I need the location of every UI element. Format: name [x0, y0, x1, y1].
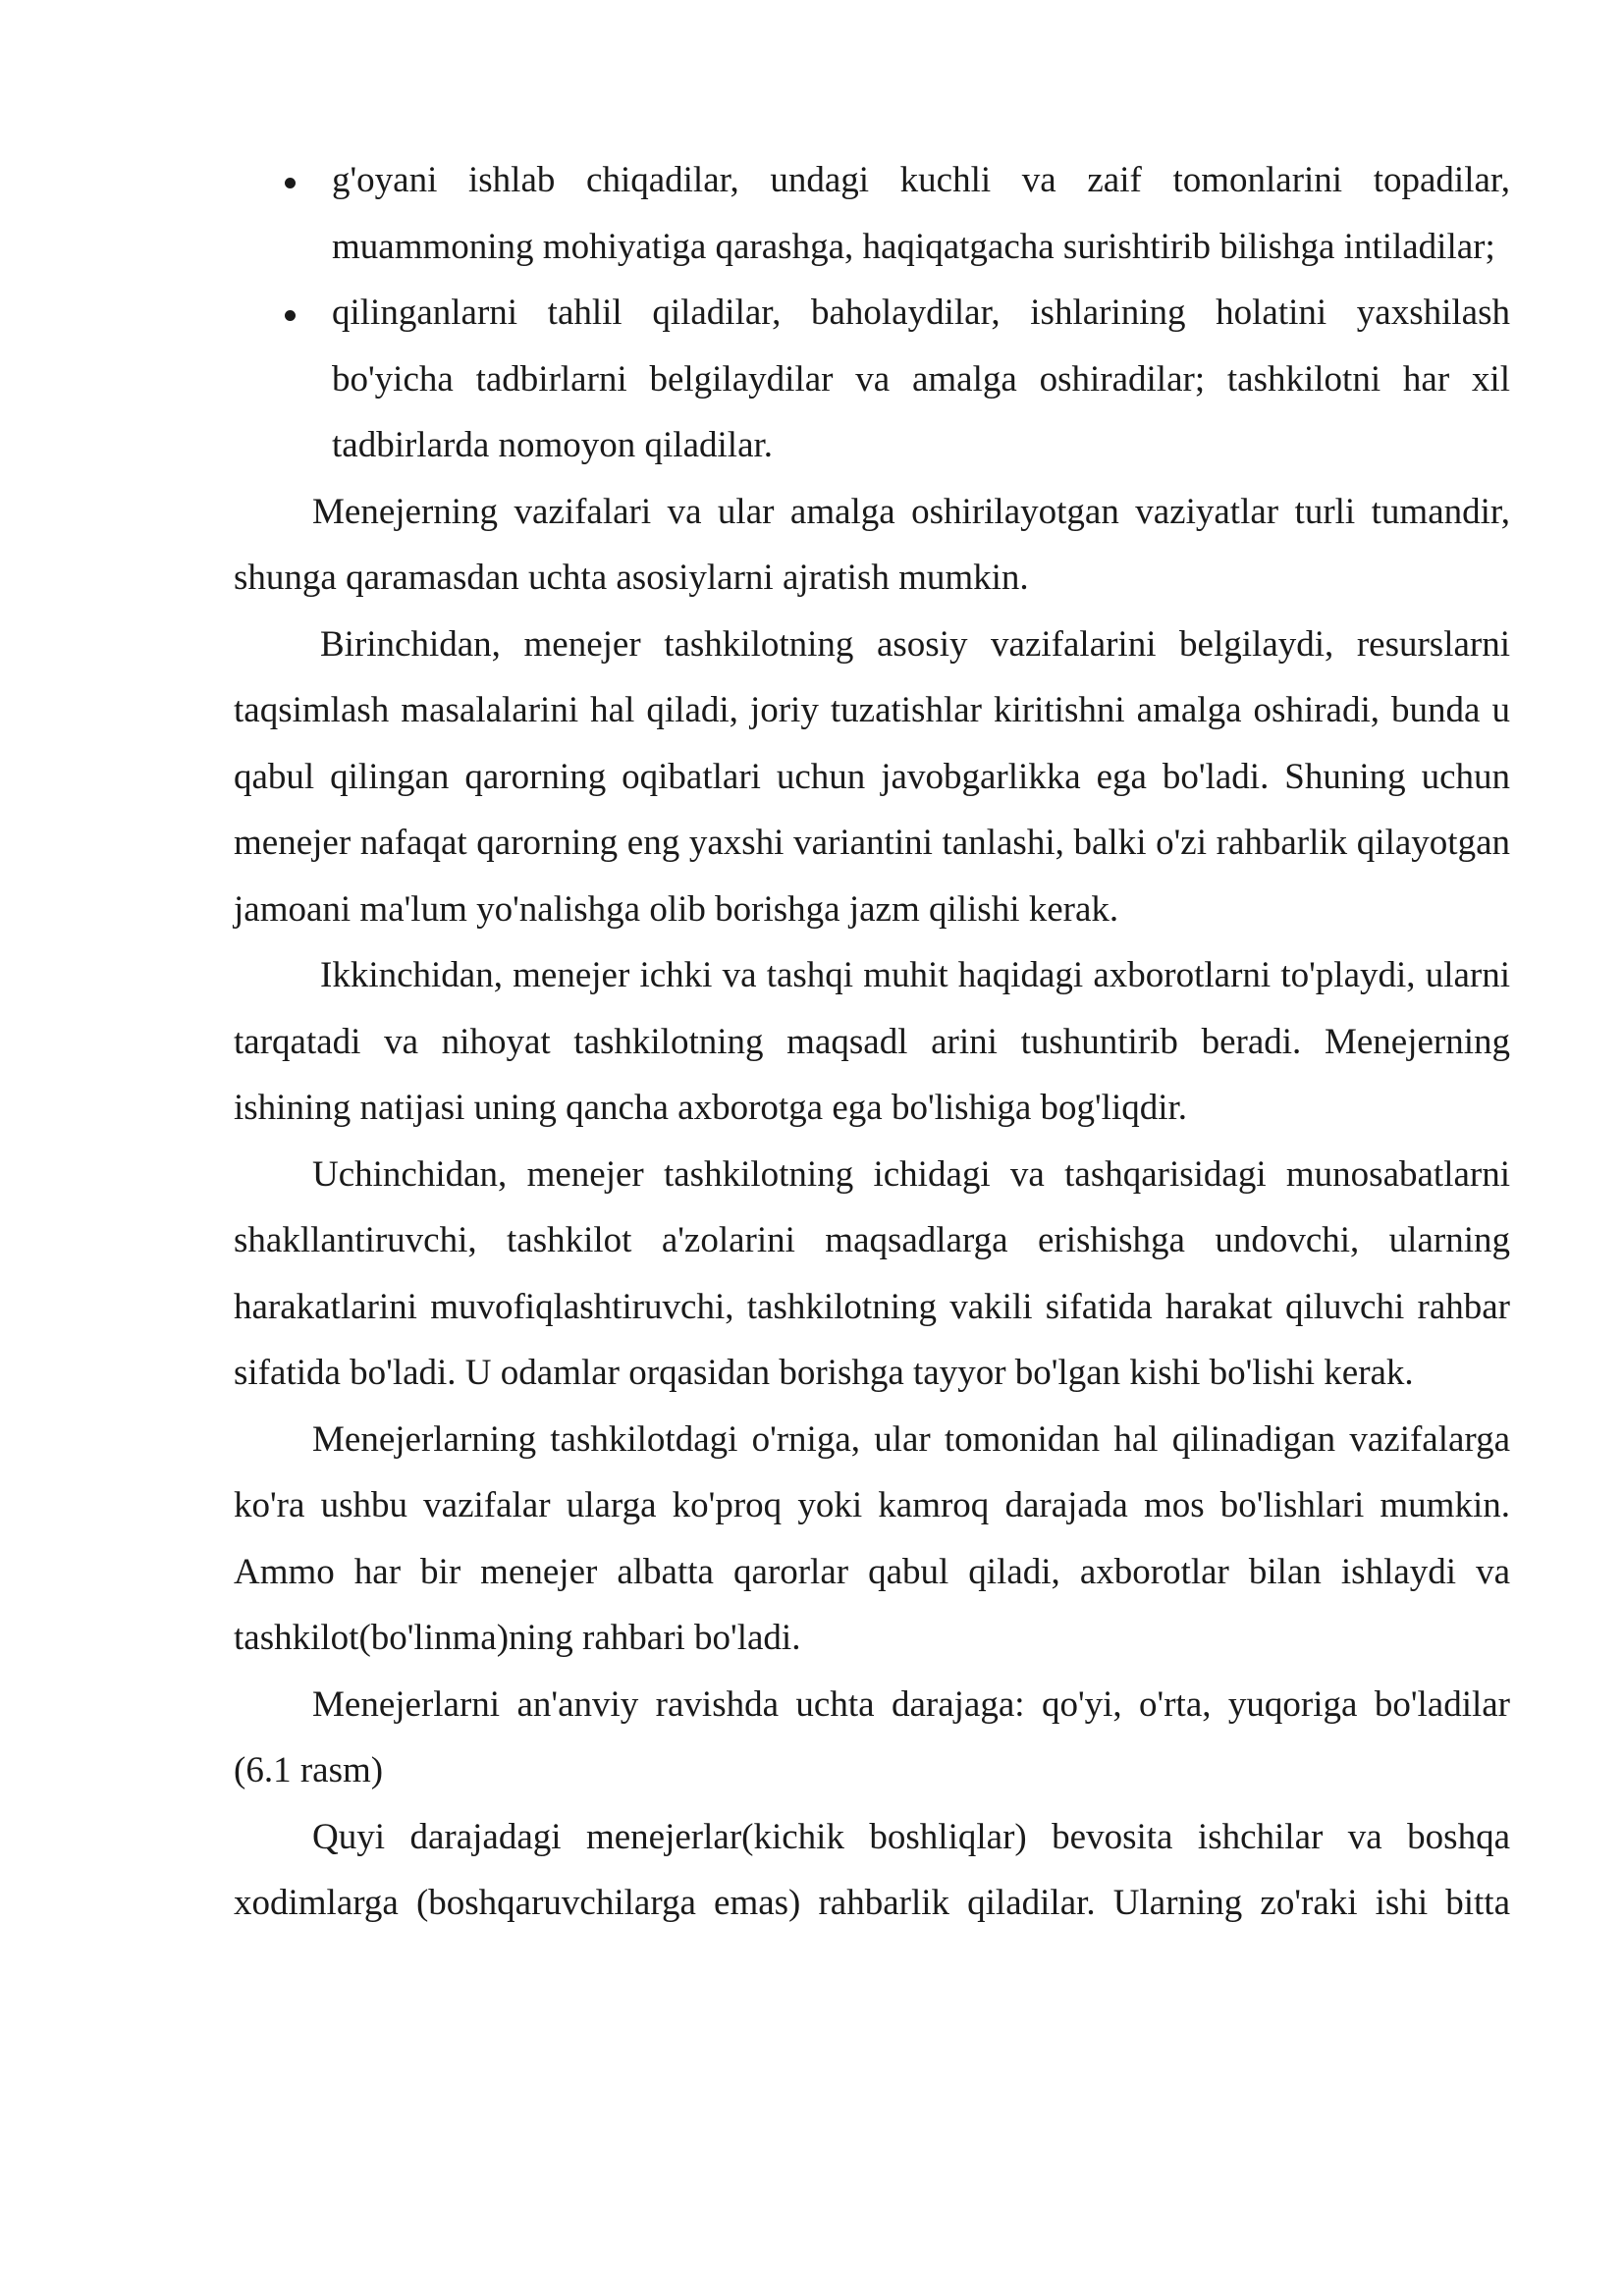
page-body: [234, 147, 1510, 1937]
paragraph: Menejerlarning tashkilotdagi o'rniga, ular tomonidan hal qilinadigan vazifalarga ko'ra ushbu vazifalar ularga ko'proq yoki kamroq darajada mos bo'lishlari mumkin. Ammo har bir menejer albatta qarorlar qabul qiladi, axborotlar bilan ishlaydi va tashkilot(bo'linma)ning rahbari bo'ladi.: [234, 1418, 1510, 1658]
bullet-text: g'oyani ishlab chiqadilar, undagi kuchli va zaif tomonlarini topadilar, muammoning mohiyatiga qarashga, haqiqatgacha surishtirib bilishga intiladilar;: [332, 160, 1510, 267]
paragraph: Ikkinchidan, menejer ichki va tashqi muhit haqidagi axborotlarni to'playdi, ularni tarqatadi va nihoyat tashkilotning maqsadl arini tushuntirib beradi. Menejerning ishining natijasi uning qancha axborotga ega bo'lishiga bog'liqdir.: [234, 955, 1510, 1128]
bullet-item: [234, 280, 1510, 479]
bullet-dot-icon: [285, 178, 296, 188]
paragraph: Uchinchidan, menejer tashkilotning ichidagi va tashqarisidagi munosabatlarni shakllantiruvchi, tashkilot a'zolarini maqsadlarga erishishga undovchi, ularning harakatlarini muvofiqlashtiruvchi, tashkilotning vakili sifatida harakat qiluvchi rahbar sifatida bo'ladi. U odamlar orqasidan borishga tayyor bo'lgan kishi bo'lishi kerak.: [234, 1153, 1510, 1393]
paragraph: Menejerlarni an'anviy ravishda uchta darajaga: qo'yi, o'rta, yuqoriga bo'ladilar (6.1 rasm): [234, 1683, 1510, 1790]
paragraph: Birinchidan, menejer tashkilotning asosiy vazifalarini belgilaydi, resurslarni taqsimlash masalalarini hal qiladi, joriy tuzatishlar kiritishni amalga oshiradi, bunda u qabul qilingan qarorning oqibatlari uchun javobgarlikka ega bo'ladi. Shuning uchun menejer nafaqat qarorning eng yaxshi variantini tanlashi, balki o'zi rahbarlik qilayotgan jamoani ma'lum yo'nalishga olib borishga jazm qilishi kerak.: [234, 623, 1510, 930]
bullet-item: [234, 147, 1510, 280]
bullet-text: qilinganlarni tahlil qiladilar, baholaydilar, ishlarining holatini yaxshilash bo'yicha tadbirlarni belgilaydilar va amalga oshiradilar; tashkilotni har xil tadbirlarda nomoyon qiladilar.: [332, 293, 1510, 465]
paragraph: Quyi darajadagi menejerlar(kichik boshliqlar) bevosita ishchilar va boshqa xodimlarga (boshqaruvchilarga emas) rahbarlik qiladilar. Ularning zo'raki ishi bitta: [234, 1816, 1510, 1923]
paragraph: Menejerning vazifalari va ular amalga oshirilayotgan vaziyatlar turli tumandir, shunga qaramasdan uchta asosiylarni ajratish mumkin.: [234, 491, 1510, 598]
bullet-list: [234, 147, 1510, 479]
bullet-dot-icon: [285, 310, 296, 321]
